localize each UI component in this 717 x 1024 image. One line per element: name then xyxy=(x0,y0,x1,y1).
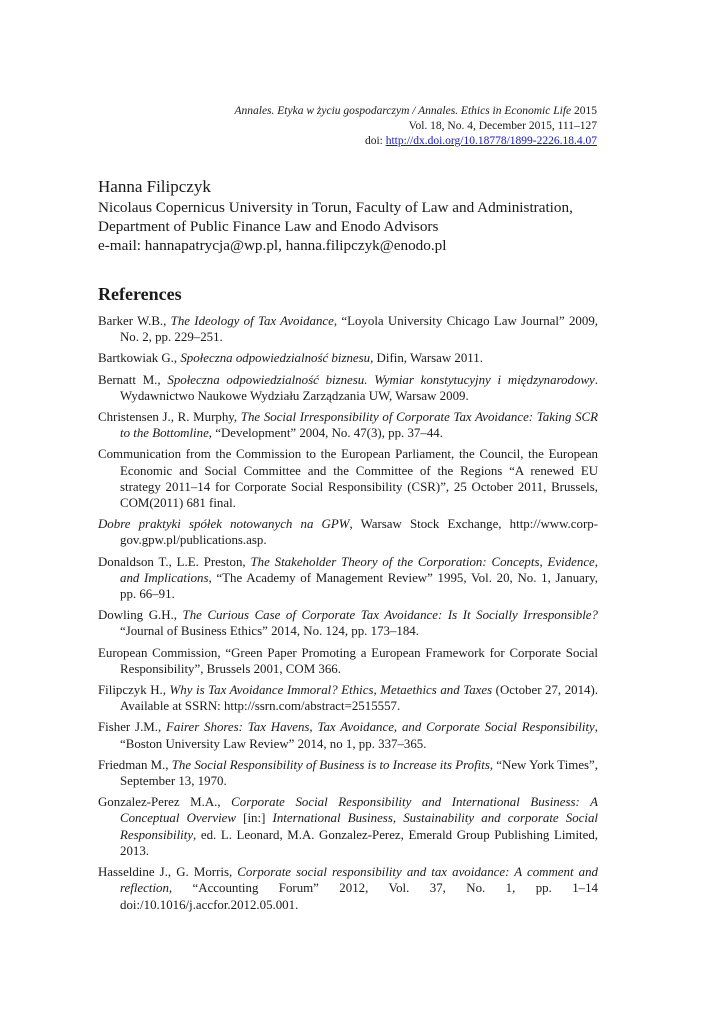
ref-details: “Journal of Business Ethics” 2014, No. 124, pp. 173–184. xyxy=(120,624,419,639)
ref-authors: Friedman M., xyxy=(98,757,172,772)
references-list xyxy=(98,313,598,918)
reference-item xyxy=(98,719,598,751)
reference-item xyxy=(98,313,598,345)
journal-year: 2015 xyxy=(574,105,597,117)
ref-title: Społeczna odpowiedzialność biznesu. Wymiar konstytucyjny i międzynarodowy xyxy=(167,372,595,387)
doi-line xyxy=(234,134,597,149)
ref-title: Fairer Shores: Tax Havens, Tax Avoidance, and Corporate Social Responsibility xyxy=(166,720,595,735)
doi-label: doi: xyxy=(364,135,383,147)
reference-item xyxy=(98,372,598,404)
ref-details: (October 27, 2014). Available at SSRN: http://ssrn.com/abstract=2515557. xyxy=(120,683,598,714)
reference-item xyxy=(98,516,598,548)
ref-authors: Donaldson T., L.E. Preston, xyxy=(98,554,251,569)
ref-details: , “Boston University Law Review” 2014, no 1, pp. 337–365. xyxy=(120,720,598,751)
reference-item xyxy=(98,794,598,859)
author-name: Hanna Filipczyk xyxy=(98,177,211,196)
references-heading: References xyxy=(98,284,182,304)
ref-title: The Curious Case of Corporate Tax Avoidance: Is It Socially Irresponsible? xyxy=(182,608,598,623)
ref-details: . Wydawnictwo Naukowe Wydziału Zarządzania UW, Warsaw 2009. xyxy=(120,372,598,403)
ref-authors: European Commission, “Green Paper Promoting a European Framework for Corporate Social Responsibility”, Brussels 2001, COM 366. xyxy=(98,645,598,676)
ref-title: The Social Irresponsibility of Corporate Tax Avoidance: Taking SCR to the Bottomline xyxy=(120,410,598,441)
ref-title: The Stakeholder Theory of the Corporation: Concepts, Evidence, and Implications xyxy=(120,554,599,585)
reference-item xyxy=(98,607,598,639)
reference-item xyxy=(98,350,598,366)
ref-authors: Hasseldine J., G. Morris, xyxy=(98,865,238,880)
reference-item xyxy=(98,446,598,511)
author-affiliation-2: Department of Public Finance Law and Enodo Advisors xyxy=(98,218,439,235)
author-email: e-mail: hannapatrycja@wp.pl, hanna.filipczyk@enodo.pl xyxy=(98,237,447,254)
author-affiliation-1: Nicolaus Copernicus University in Torun, Faculty of Law and Administration, xyxy=(98,199,573,216)
ref-details: , “Accounting Forum” 2012, Vol. 37, No. 1, pp. 1–14 doi:/10.1016/j.accfor.2012.05.001. xyxy=(120,881,598,912)
reference-item xyxy=(98,682,598,714)
ref-title: Corporate Social Responsibility and International Business: A Conceptual Overview xyxy=(120,795,598,826)
ref-details: , “Development” 2004, No. 47(3), pp. 37–44. xyxy=(208,426,443,441)
ref-authors: Gonzalez-Perez M.A., xyxy=(98,795,232,810)
ref-details: , “Loyola University Chicago Law Journal” 2009, No. 2, pp. 229–251. xyxy=(120,314,598,345)
journal-name: Annales. Etyka w życiu gospodarczym / Annales. Ethics in Economic Life xyxy=(234,105,572,117)
doi-link[interactable]: http://dx.doi.org/10.18778/1899-2226.18.4.07 xyxy=(385,135,597,147)
ref-details: , Difin, Warsaw 2011. xyxy=(370,351,483,366)
reference-item xyxy=(98,757,598,789)
journal-header xyxy=(234,104,597,149)
ref-title: Corporate social responsibility and tax avoidance: A comment and reflection xyxy=(120,865,598,896)
ref-title: Why is Tax Avoidance Immoral? Ethics, Metaethics and Taxes xyxy=(169,683,493,698)
ref-authors: Communication from the Commission to the European Parliament, the Council, the European Economic and Social Committee and the Committee of the Regions “A renewed EU strategy 2011–14 for Corporate Social Responsibility (CSR)”, 25 October 2011, Brussels, COM(2011) 681 final. xyxy=(98,447,598,511)
ref-authors: Bartkowiak G., xyxy=(98,351,181,366)
reference-item xyxy=(98,554,598,603)
ref-details: , Warsaw Stock Exchange, http://www.corp-gov.gpw.pl/publications.asp. xyxy=(120,517,598,548)
ref-authors: Barker W.B., xyxy=(98,314,171,328)
author-block xyxy=(98,176,598,255)
reference-item xyxy=(98,645,598,677)
ref-book-title: International Business, Sustainability and corporate Social Responsibility xyxy=(120,811,599,842)
reference-item xyxy=(98,864,598,913)
ref-book-details: , ed. L. Leonard, M.A. Gonzalez-Perez, Emerald Group Publishing Limited, 2013. xyxy=(120,827,598,858)
ref-authors: Christensen J., R. Murphy, xyxy=(98,410,241,425)
ref-details: , “The Academy of Management Review” 1995, Vol. 20, No. 1, January, pp. 66–91. xyxy=(120,570,598,602)
ref-title: Społeczna odpowiedzialność biznesu xyxy=(180,351,371,366)
ref-title: The Ideology of Tax Avoidance xyxy=(170,314,334,328)
ref-details: , “New York Times”, September 13, 1970. xyxy=(120,757,598,789)
ref-title: Dobre praktyki spółek notowanych na GPW xyxy=(98,517,350,532)
reference-item xyxy=(98,409,598,441)
ref-authors: Fisher J.M., xyxy=(98,720,167,735)
ref-details: [in:] xyxy=(236,811,273,826)
ref-title: The Social Responsibility of Business is to Increase its Profits xyxy=(171,757,490,772)
ref-authors: Filipczyk H., xyxy=(98,683,170,698)
ref-authors: Bernatt M., xyxy=(98,372,168,387)
journal-volume: Vol. 18, No. 4, December 2015, 111–127 xyxy=(408,120,597,132)
journal-line xyxy=(234,104,597,119)
ref-authors: Dowling G.H., xyxy=(98,608,183,623)
